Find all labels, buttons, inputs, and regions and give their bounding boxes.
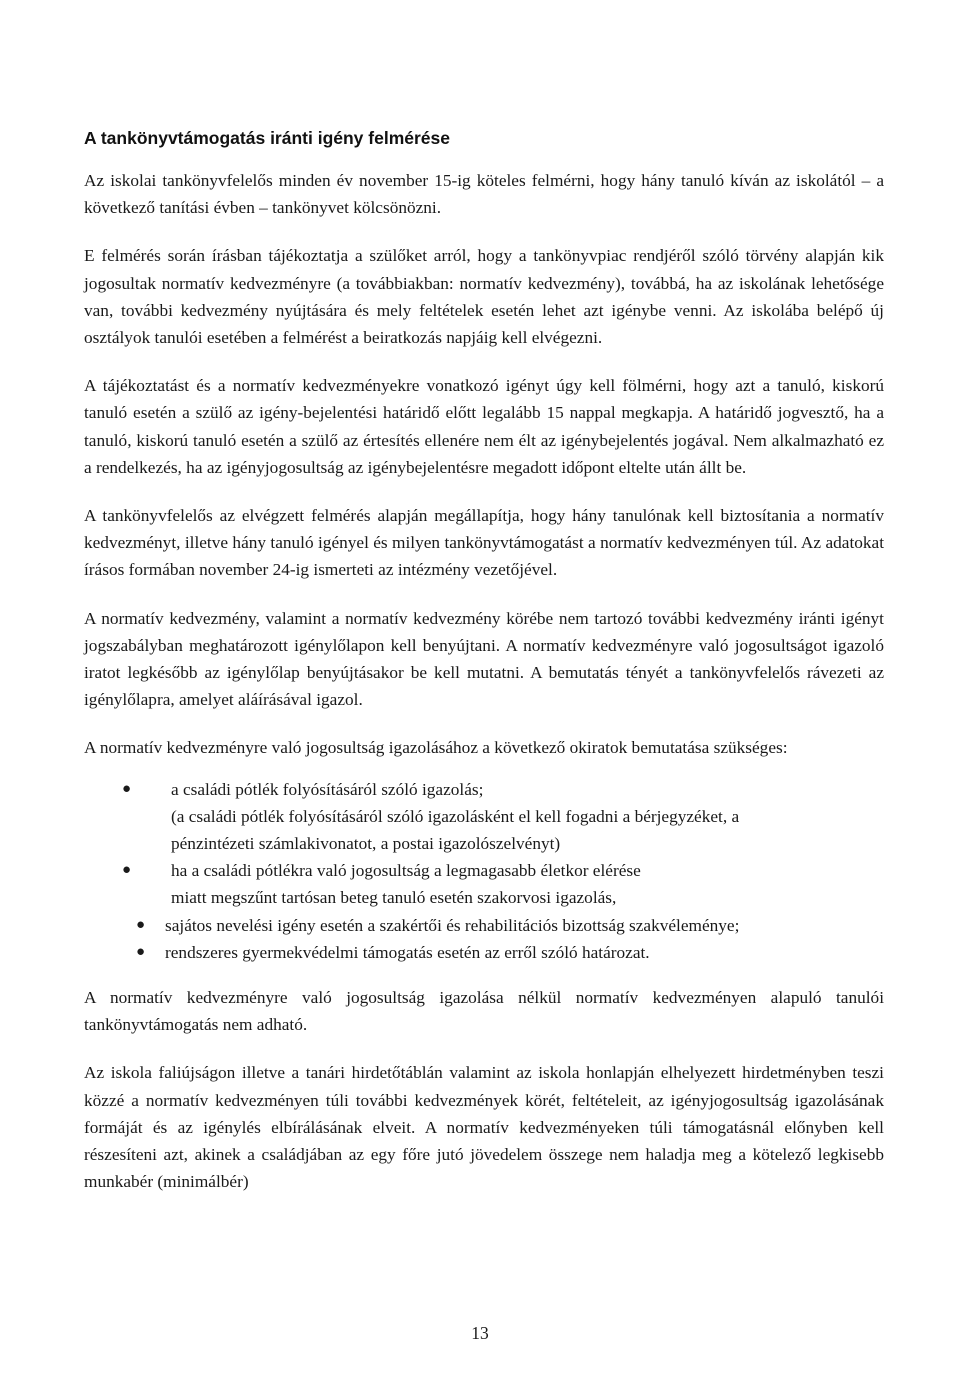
list-item-line: miatt megszűnt tartósan beteg tanuló esetén szakorvosi igazolás, [171, 888, 617, 908]
bullet-icon: ● [136, 916, 146, 933]
paragraph-survey-deadline: Az iskolai tankönyvfelelős minden év november 15-ig köteles felmérni, hogy hány tanuló kíván az iskolától – a következő tanítási évben – tankönyvet kölcsönözni. [84, 171, 884, 218]
list-item [84, 912, 884, 939]
required-documents-list [84, 776, 884, 966]
paragraph-required-documents: A normatív kedvezményre való jogosultság igazolásához a következő okiratok bemutatása szükséges: [84, 738, 788, 758]
list-item-line: a családi pótlék folyósításáról szóló igazolás; [171, 779, 484, 799]
bullet-icon: ● [122, 780, 132, 797]
bullet-icon: ● [122, 862, 132, 879]
document-page [84, 126, 884, 1217]
list-item [84, 776, 884, 858]
list-item-line: sajátos nevelési igény esetén a szakértői és rehabilitációs bizottság szakvéleménye; [165, 915, 740, 935]
page-number: 13 [471, 1323, 489, 1343]
list-item-line: rendszeres gyermekvédelmi támogatás esetén az erről szóló határozat. [165, 942, 650, 962]
paragraph-claim-deadline: A tájékoztatást és a normatív kedvezményekre vonatkozó igényt úgy kell fölmérni, hogy azt a tanuló, kiskorú tanuló esetén a szülő az igény-bejelentési határidő előtt legalább 15 nappal megkapja. A határidő jogvesztő, ha a tanuló, kiskorú tanuló esetén a szülő az értesítés ellenére nem élt az igénybejelentés jogával. Nem alkalmazható ez a rendelkezés, ha az igényjogosultság az igénybejelentésre megadott időpont eltelte után állt be. [84, 376, 884, 477]
list-item [84, 857, 884, 911]
list-item [84, 939, 884, 966]
paragraph-survey-results: A tankönyvfelelős az elvégzett felmérés alapján megállapítja, hogy hány tanulónak kell biztosítania a normatív kedvezményt, illetve hány tanuló igényel és milyen tankönyvtámogatást a normatív kedvezményen túl. Az adatokat írásos formában november 24-ig ismerteti az intézmény vezetőjével. [84, 506, 884, 580]
paragraph-announcement: Az iskola faliújságon illetve a tanári hirdetőtáblán valamint az iskola honlapján elhelyezett hirdetményben teszi közzé a normatív kedvezményen túli további kedvezmények körét, feltételeit, az igényjogosultság igazolásának formáját és az igénylés elbírálásának elveit. A normatív kedvezményeken túli támogatásnál előnyben kell részesíteni azt, akinek a családjában az egy főre jutó jövedelem összege nem haladja meg a kötelező legkisebb munkabér (minimálbér) [84, 1063, 884, 1192]
list-item-line: ha a családi pótlékra való jogosultság a legmagasabb életkor elérése [171, 861, 641, 881]
paragraph-no-support-without-proof: A normatív kedvezményre való jogosultság igazolása nélkül normatív kedvezményen alapuló tanulói tankönyvtámogatás nem adható. [84, 988, 884, 1035]
bullet-icon: ● [136, 943, 146, 960]
list-item-line: pénzintézeti számlakivonatot, a postai igazolószelvényt) [171, 834, 561, 854]
section-heading: A tankönyvtámogatás iránti igény felmérése [84, 128, 451, 148]
paragraph-claim-form: A normatív kedvezmény, valamint a normatív kedvezmény körébe nem tartozó további kedvezmény iránti igényt jogszabályban meghatározott igénylőlapon kell benyújtani. A normatív kedvezményre való jogosultságot igazoló iratot legkésőbb az igénylőlap benyújtásakor be kell mutatni. A bemutatás tényét a tankönyvfelelős rávezeti az igénylőlapra, amelyet aláírásával igazol. [84, 608, 884, 710]
paragraph-parent-information: E felmérés során írásban tájékoztatja a szülőket arról, hogy a tankönyvpiac rendjéről szóló törvény alapján kik jogosultak normatív kedvezményre (a továbbiakban: normatív kedvezmény), továbbá, ha az iskolának lehetősége van, további kedvezmény nyújtására és mely feltételek esetén lehet azt igénybe venni. Az iskolába belépő új osztályok tanulói esetében a felmérést a beiratkozás napjáig kell elvégezni. [84, 246, 884, 348]
list-item-line: (a családi pótlék folyósításáról szóló igazolásként el kell fogadni a bérjegyzéket, a [171, 806, 740, 826]
